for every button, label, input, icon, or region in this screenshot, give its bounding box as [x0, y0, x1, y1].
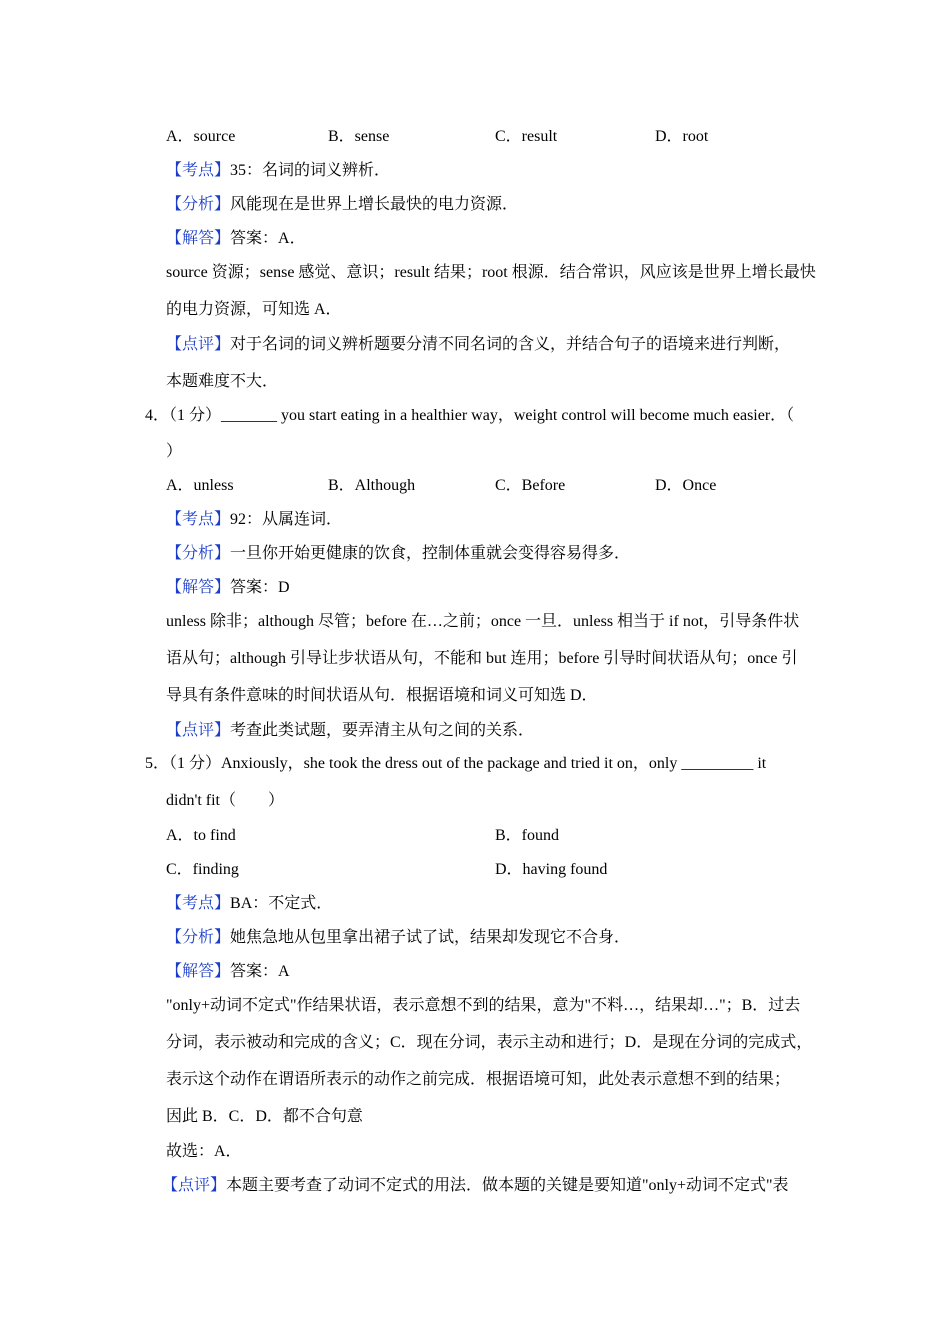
q3-jieda-text: 答案：A． — [230, 230, 306, 247]
q5-kaodian-text: BA：不定式． — [230, 895, 333, 912]
q4-dianping — [166, 721, 534, 741]
dianping-tag: 【点评】 — [166, 336, 231, 353]
fenxi-tag: 【分析】 — [166, 196, 231, 213]
q3-dianping — [166, 335, 790, 355]
q5-explain-line-2: 分词，表示被动和完成的含义；C．现在分词，表示主动和进行；D．是现在分词的完成式， — [166, 1034, 813, 1051]
q4-jieda-text: 答案：D — [230, 579, 290, 596]
q5-option-a: A．to find — [166, 827, 236, 844]
q4-stem-line-2: ） — [166, 443, 183, 460]
q5-option-b: B．found — [495, 827, 560, 844]
q4-stem-line-1: 4．（1 分）_______ you start eating in a healthier way，weight control will become much easier．（ — [145, 407, 795, 424]
kaodian-tag: 【考点】 — [166, 511, 231, 528]
q3-option-b: B．sense — [328, 128, 390, 145]
kaodian-tag: 【考点】 — [166, 162, 231, 179]
q5-guxuan: 故选：A． — [166, 1143, 242, 1160]
fenxi-tag: 【分析】 — [166, 929, 231, 946]
q4-kaodian-text: 92：从属连词． — [230, 511, 343, 528]
q4-fenxi-text: 一旦你开始更健康的饮食，控制体重就会变得容易得多． — [230, 545, 631, 562]
jieda-tag: 【解答】 — [166, 963, 231, 980]
q4-option-a: A．unless — [166, 477, 234, 494]
q3-option-c: C．result — [495, 128, 558, 145]
q3-explain-line-1: source 资源；sense 感觉、意识；result 结果；root 根源．结合常识，风应该是世界上增长最快 — [166, 264, 816, 281]
jieda-tag: 【解答】 — [166, 230, 231, 247]
q3-jieda — [166, 229, 306, 249]
q4-option-d: D．Once — [655, 477, 717, 494]
q5-stem-line-1: 5．（1 分）Anxiously，she took the dress out of the package and tried it on，only _________ it — [145, 755, 767, 772]
q4-dianping-text: 考查此类试题，要弄清主从句之间的关系． — [230, 722, 535, 739]
q4-option-c: C．Before — [495, 477, 566, 494]
q5-dianping-text: 本题主要考查了动词不定式的用法．做本题的关键是要知道"only+动词不定式"表 — [226, 1177, 789, 1194]
q3-option-d: D．root — [655, 128, 709, 145]
q5-kaodian — [166, 894, 332, 914]
q3-explain-line-2: 的电力资源，可知选 A． — [166, 301, 342, 318]
q5-explain-line-1: "only+动词不定式"作结果状语，表示意想不到的结果，意为"不料…，结果却…"；B．过去 — [166, 997, 801, 1014]
q4-kaodian — [166, 510, 342, 530]
q5-option-d: D．having found — [495, 861, 608, 878]
q3-dianping-line-2: 本题难度不大． — [166, 373, 279, 390]
q3-option-a: A．source — [166, 128, 236, 145]
q5-fenxi — [166, 928, 630, 948]
kaodian-tag: 【考点】 — [166, 895, 231, 912]
q5-explain-line-3: 表示这个动作在谓语所表示的动作之前完成．根据语境可知，此处表示意想不到的结果； — [166, 1071, 791, 1088]
q4-fenxi — [166, 544, 630, 564]
q3-dianping-text: 对于名词的词义辨析题要分清不同名词的含义，并结合句子的语境来进行判断， — [230, 336, 791, 353]
q3-kaodian — [166, 161, 390, 181]
q5-dianping — [162, 1176, 789, 1196]
fenxi-tag: 【分析】 — [166, 545, 231, 562]
dianping-tag: 【点评】 — [166, 722, 231, 739]
q3-fenxi — [166, 195, 518, 215]
jieda-tag: 【解答】 — [166, 579, 231, 596]
q5-jieda-text: 答案：A — [230, 963, 290, 980]
q5-explain-line-4: 因此 B．C．D．都不合句意 — [166, 1108, 363, 1125]
q5-fenxi-text: 她焦急地从包里拿出裙子试了试，结果却发现它不合身． — [230, 929, 631, 946]
q5-option-c: C．finding — [166, 861, 239, 878]
q4-explain-line-2: 语从句；although 引导让步状语从句，不能和 but 连用；before 引导时间状语从句；once 引 — [166, 650, 798, 667]
q5-jieda — [166, 962, 290, 982]
q4-jieda — [166, 578, 290, 598]
q3-kaodian-text: 35：名词的词义辨析． — [230, 162, 391, 179]
q3-fenxi-text: 风能现在是世界上增长最快的电力资源． — [230, 196, 519, 213]
q4-explain-line-3: 导具有条件意味的时间状语从句．根据语境和词义可知选 D． — [166, 687, 598, 704]
q5-stem-line-2: didn't fit（ ） — [166, 792, 284, 809]
q4-explain-line-1: unless 除非；although 尽管；before 在…之前；once 一旦．unless 相当于 if not，引导条件状 — [166, 613, 800, 630]
q4-option-b: B．Although — [328, 477, 416, 494]
dianping-tag: 【点评】 — [162, 1177, 227, 1194]
